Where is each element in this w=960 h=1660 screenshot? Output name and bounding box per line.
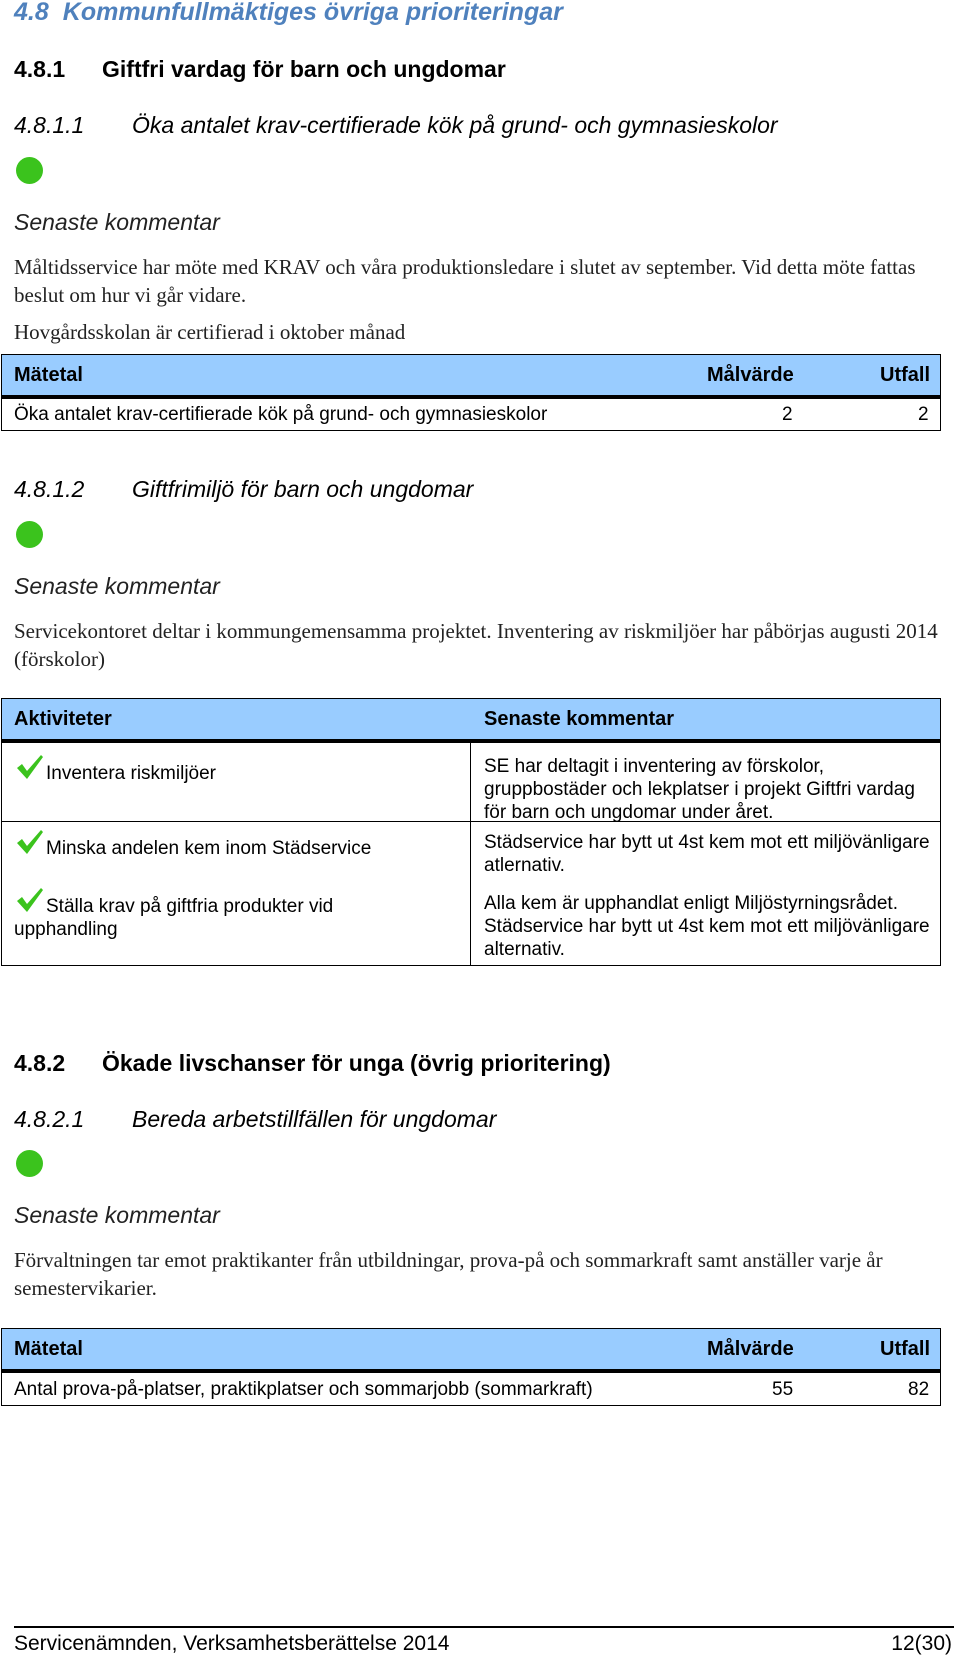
status-green-icon — [16, 157, 43, 184]
section-heading-4-8-2 — [14, 1050, 611, 1077]
activity-cell — [14, 828, 434, 860]
status-green-icon — [16, 1150, 43, 1177]
metric-cell: Antal prova-på-platser, praktikplatser och sommarjobb (sommarkraft) — [14, 1379, 593, 1400]
footer-document-title: Servicenämnden, Verksamhetsberättelse 2014 — [14, 1632, 450, 1655]
metrics-table — [1, 1328, 941, 1406]
activity-row — [2, 743, 940, 821]
column-divider — [470, 743, 471, 821]
metric-cell: Öka antalet krav-certifierade kök på grund- och gymnasieskolor — [14, 404, 548, 425]
subsection-title: Bereda arbetstillfällen för ungdomar — [132, 1106, 497, 1132]
latest-comment-label: Senaste kommentar — [14, 1202, 220, 1228]
activity-label: Ställa krav på giftfria produkter vid upphandling — [14, 896, 334, 940]
column-divider — [470, 822, 471, 882]
subsection-number: 4.8.1.1 — [14, 112, 85, 138]
latest-comment-label: Senaste kommentar — [14, 209, 220, 235]
section-number: 4.8.2 — [14, 1050, 66, 1076]
column-header-outcome: Utfall — [880, 364, 930, 386]
activities-body — [2, 743, 940, 965]
activity-label: Inventera riskmiljöer — [46, 763, 216, 784]
activity-comment: Städservice har bytt ut 4st kem mot ett miljövänligare atlernativ. — [484, 832, 930, 876]
column-header-comment: Senaste kommentar — [484, 708, 675, 730]
column-header-target: Målvärde — [707, 364, 794, 386]
comment-paragraph: Servicekontoret deltar i kommungemensamma projektet. Inventering av riskmiljöer har påbörjas augusti 2014 (förskolor) — [14, 619, 938, 671]
outcome-cell: 2 — [918, 404, 929, 425]
section-title: Giftfri vardag för barn och ungdomar — [102, 56, 506, 82]
column-header-metric: Mätetal — [14, 1338, 83, 1360]
chapter-number: 4.8 — [14, 0, 49, 26]
chapter-title: Kommunfullmäktiges övriga prioriteringar — [62, 0, 563, 26]
subsection-heading-4-8-1-1 — [14, 112, 778, 139]
footer-divider — [14, 1626, 954, 1628]
table-header — [2, 1329, 940, 1373]
checkmark-icon — [14, 828, 44, 858]
checkmark-icon — [14, 886, 44, 916]
activity-cell — [14, 753, 434, 785]
column-header-target: Målvärde — [707, 1338, 794, 1360]
subsection-title: Öka antalet krav-certifierade kök på grund- och gymnasieskolor — [132, 112, 778, 138]
status-green-icon — [16, 521, 43, 548]
subsection-heading-4-8-1-2 — [14, 476, 473, 503]
table-header — [2, 699, 940, 743]
section-heading-4-8-1 — [14, 56, 506, 83]
comment-paragraph: Måltidsservice har möte med KRAV och våra produktionsledare i slutet av september. Vid detta möte fattas beslut om hur vi går vidare. — [14, 255, 916, 307]
subsection-title: Giftfrimiljö för barn och ungdomar — [132, 476, 474, 502]
table-header — [2, 355, 940, 399]
section-title: Ökade livschanser för unga (övrig prioritering) — [102, 1050, 611, 1076]
activity-label: Minska andelen kem inom Städservice — [46, 838, 372, 859]
comment-paragraph: Förvaltningen tar emot praktikanter från utbildningar, prova-på och sommarkraft samt anställer varje år semestervikarier. — [14, 1248, 883, 1300]
comment-paragraph: Hovgårdsskolan är certifierad i oktober månad — [14, 320, 406, 344]
table-row — [2, 1373, 940, 1407]
subsection-number: 4.8.2.1 — [14, 1106, 85, 1132]
column-header-metric: Mätetal — [14, 364, 83, 386]
target-cell: 2 — [782, 404, 793, 425]
activity-row — [2, 821, 940, 882]
activity-row — [2, 882, 940, 965]
subsection-heading-4-8-2-1 — [14, 1106, 496, 1133]
column-header-outcome: Utfall — [880, 1338, 930, 1360]
activity-comment: SE har deltagit i inventering av förskolor, gruppbostäder och lekplatser i projekt Giftfri vardag för barn och ungdomar under året. — [484, 756, 915, 823]
target-cell: 55 — [772, 1379, 794, 1400]
column-header-activity: Aktiviteter — [14, 708, 112, 730]
latest-comment-label: Senaste kommentar — [14, 573, 220, 599]
footer-page-number: 12(30) — [891, 1632, 952, 1655]
metrics-table — [1, 354, 941, 431]
activity-cell — [14, 886, 434, 941]
column-divider — [470, 882, 471, 965]
checkmark-icon — [14, 753, 44, 783]
subsection-number: 4.8.1.2 — [14, 476, 85, 502]
outcome-cell: 82 — [908, 1379, 930, 1400]
table-row — [2, 399, 940, 432]
activities-table — [1, 698, 941, 966]
activity-comment: Alla kem är upphandlat enligt Miljöstyrningsrådet. Städservice har bytt ut 4st kem mot ett miljövänligare alternativ. — [484, 893, 930, 960]
section-number: 4.8.1 — [14, 56, 66, 82]
chapter-heading — [14, 0, 563, 27]
